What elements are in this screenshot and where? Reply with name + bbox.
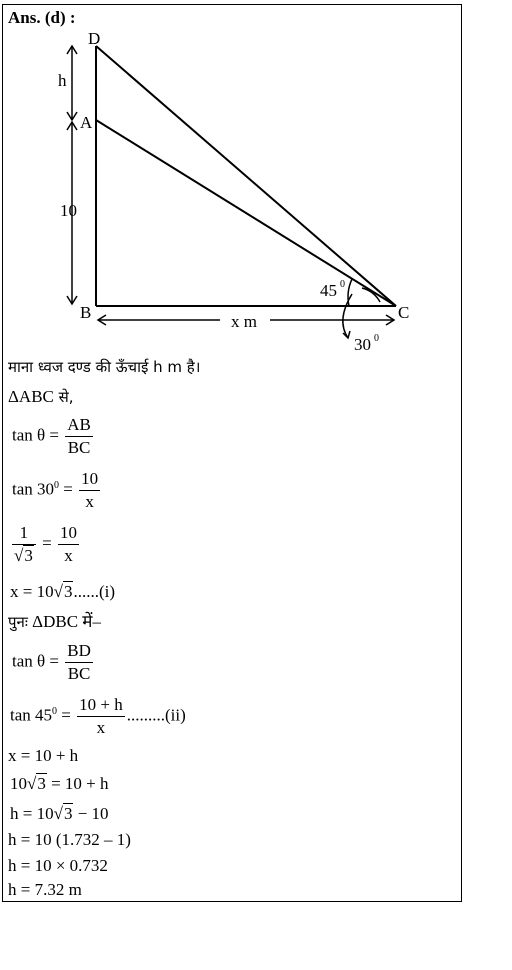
answer-heading: Ans. (d) : (8, 8, 76, 27)
label-45: 45 (320, 281, 337, 300)
label-h: h (58, 71, 67, 90)
line-h-mult: h = 10 × 0.732 (8, 856, 108, 875)
triangle-diagram (0, 0, 512, 370)
label-xm: x m (231, 312, 257, 331)
line-assumption: माना ध्वज दण्ड की ऊँचाई h m है। (8, 358, 201, 376)
line-eq-ii: $\tan 45^0$ = $\frac{10 + h}{x}$ .........(ii) (10, 695, 186, 737)
label-C: C (398, 303, 410, 322)
svg-text:0: 0 (374, 333, 379, 344)
label-10: 10 (60, 201, 77, 220)
line-dbc: पुनः ΔDBC में– (8, 612, 101, 631)
line-x-eq: x = 10 + h (8, 746, 79, 765)
line-eq-i: x = 10√3......(i) (10, 582, 115, 601)
line-10root3: 10√3 = 10 + h (10, 774, 109, 793)
label-D: D (88, 29, 101, 48)
line-tan-theta-bd: tan θ = $\frac{BD}{BC}$ (12, 641, 91, 683)
label-B: B (80, 303, 92, 322)
svg-text:0: 0 (340, 279, 345, 290)
label-30: 30 (354, 335, 371, 354)
line-tan30: $\tan 30^0$ = $\frac{10}{x}$ (12, 469, 99, 511)
line-tan-theta-ab: tan θ = $\frac{AB}{BC}$ (12, 415, 91, 457)
line-h-result: h = 7.32 m (8, 880, 82, 899)
line-one-over-root3: $\frac{1}{√3}$ = $\frac{10}{x}$ (14, 523, 77, 565)
line-abc: ΔABC से, (8, 387, 74, 406)
line-h-sub: h = 10 (1.732 – 1) (8, 830, 131, 849)
label-A: A (80, 113, 93, 132)
line-h-root: h = 10√3 − 10 (10, 804, 109, 823)
